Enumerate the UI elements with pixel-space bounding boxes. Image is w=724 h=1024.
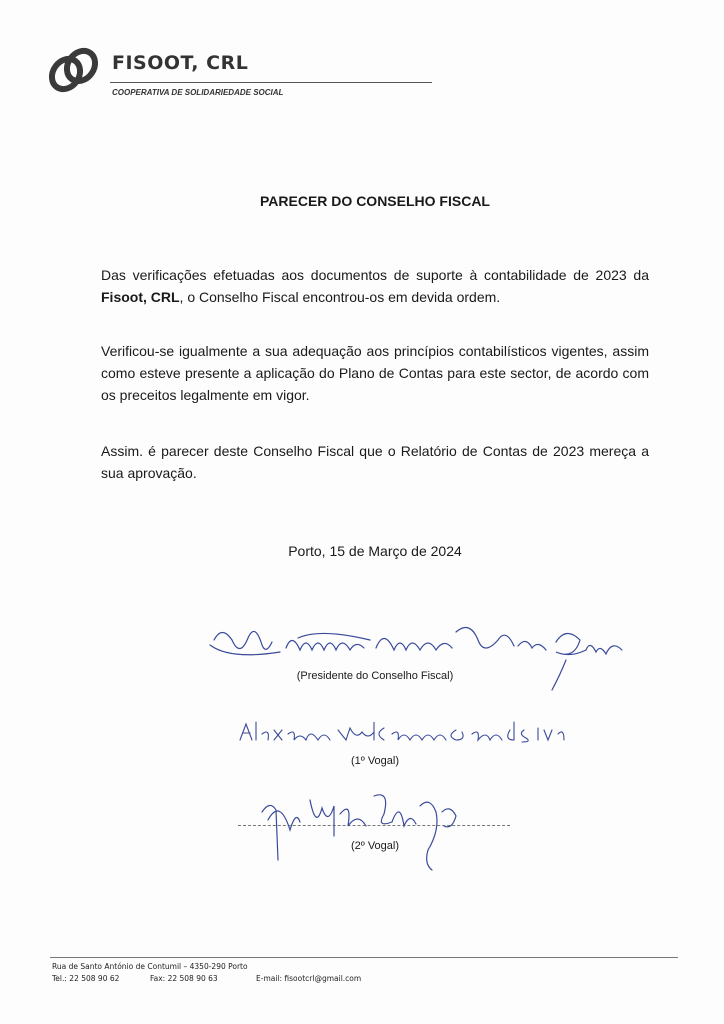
footer-address: Rua de Santo António de Contumil – 4350-290 Porto	[52, 962, 248, 971]
fisoot-logo	[46, 44, 102, 96]
organization-name: FISOOT, CRL	[112, 52, 249, 74]
header-divider	[110, 82, 432, 83]
place-and-date: Porto, 15 de Março de 2024	[288, 543, 462, 559]
role-second-member: (2º Vogal)	[350, 840, 400, 852]
role-president: (Presidente do Conselho Fiscal)	[296, 670, 454, 682]
organization-subtitle: COOPERATIVA DE SOLIDARIEDADE SOCIAL	[112, 88, 284, 97]
signature-line	[238, 825, 510, 826]
footer-fax: Fax: 22 508 90 63	[150, 974, 218, 983]
paragraph-1	[101, 264, 649, 308]
company-name-bold: Fisoot, CRL	[101, 289, 180, 305]
paragraph-3: Assim. é parecer deste Conselho Fiscal que o Relatório de Contas de 2023 mereça a sua aprovação.	[101, 443, 649, 481]
paragraph-2: Verificou-se igualmente a sua adequação aos princípios contabilísticos vigentes, assim como esteve presente a aplicação do Plano de Contas para este sector, de acordo com os preceitos legalmente em vigor.	[101, 343, 649, 403]
paragraph-1-text-end: , o Conselho Fiscal encontrou-os em devida ordem.	[179, 289, 501, 305]
footer-divider	[50, 957, 678, 958]
document-title: PARECER DO CONSELHO FISCAL	[260, 193, 490, 209]
paragraph-1-text: Das verificações efetuadas aos documentos de suporte à contabilidade de 2023 da	[101, 267, 649, 283]
footer-email[interactable]: E-mail: fisootcrl@gmail.com	[256, 974, 362, 983]
footer-telephone: Tel.: 22 508 90 62	[52, 974, 120, 983]
role-first-member: (1º Vogal)	[350, 755, 400, 767]
